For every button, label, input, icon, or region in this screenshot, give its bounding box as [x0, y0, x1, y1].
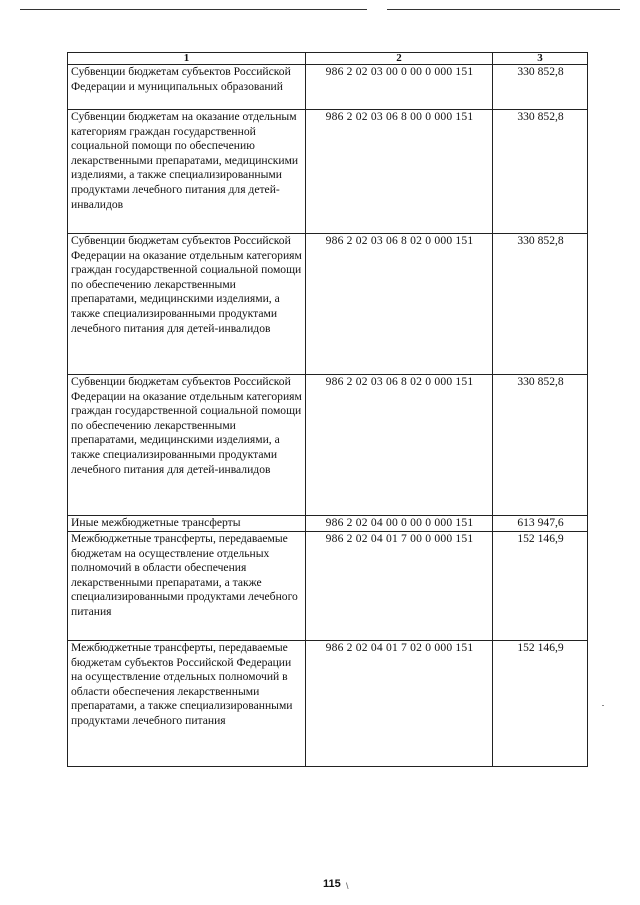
- page-mark: \: [346, 881, 349, 891]
- top-rule-gap: [367, 7, 387, 12]
- row-name: Межбюджетные трансферты, передаваемые бюджетам субъектов Российской Федерации на осуществление отдельных полномочий в области обеспечения лекарственными препаратами, а также специализированными продуктами лечебного питания: [68, 641, 306, 767]
- row-amount: 330 852,8: [493, 65, 588, 110]
- row-name: Субвенции бюджетам субъектов Российской Федерации на оказание отдельным категориям граждан государственной социальной помощи по обеспечению лекарственными препаратами, медицинскими изделиями, а также специализированными продуктами лечебного питания для детей-инвалидов: [68, 375, 306, 516]
- row-code: 986 2 02 03 00 0 00 0 000 151: [306, 65, 493, 110]
- row-code: 986 2 02 03 06 8 02 0 000 151: [306, 234, 493, 375]
- row-name: Межбюджетные трансферты, передаваемые бюджетам на осуществление отдельных полномочий в области обеспечения лекарственными препаратами, а также специализированными продуктами лечебного питания: [68, 532, 306, 641]
- row-amount: 330 852,8: [493, 375, 588, 516]
- row-code: 986 2 02 03 06 8 02 0 000 151: [306, 375, 493, 516]
- row-code: 986 2 02 04 01 7 00 0 000 151: [306, 532, 493, 641]
- table-row: [68, 234, 588, 375]
- row-amount: 152 146,9: [493, 641, 588, 767]
- table-header-row: [68, 53, 588, 65]
- row-amount: 330 852,8: [493, 234, 588, 375]
- budget-table: [67, 52, 588, 767]
- table-row: [68, 375, 588, 516]
- row-name: Субвенции бюджетам на оказание отдельным категориям граждан государственной социальной помощи по обеспечению лекарственными препаратами, медицинскими изделиями, а также специализированными продуктами лечебного питания для детей-инвалидов: [68, 110, 306, 234]
- column-header-3: 3: [493, 53, 588, 65]
- table-row: [68, 516, 588, 532]
- column-header-1: 1: [68, 53, 306, 65]
- row-code: 986 2 02 03 06 8 00 0 000 151: [306, 110, 493, 234]
- page-number: 115: [323, 878, 341, 890]
- row-code: 986 2 02 04 01 7 02 0 000 151: [306, 641, 493, 767]
- row-amount: 330 852,8: [493, 110, 588, 234]
- table-row: [68, 65, 588, 110]
- row-name: Иные межбюджетные трансферты: [68, 516, 306, 532]
- scan-speck: [602, 705, 604, 706]
- table-row: [68, 110, 588, 234]
- column-header-2: 2: [306, 53, 493, 65]
- row-name: Субвенции бюджетам субъектов Российской Федерации на оказание отдельным категориям граждан государственной социальной помощи по обеспечению лекарственными препаратами, медицинскими изделиями, а также специализированными продуктами лечебного питания для детей-инвалидов: [68, 234, 306, 375]
- table-row: [68, 532, 588, 641]
- table-row: [68, 641, 588, 767]
- row-code: 986 2 02 04 00 0 00 0 000 151: [306, 516, 493, 532]
- row-amount: 613 947,6: [493, 516, 588, 532]
- row-name: Субвенции бюджетам субъектов Российской Федерации и муниципальных образований: [68, 65, 306, 110]
- row-amount: 152 146,9: [493, 532, 588, 641]
- top-rule: [20, 9, 620, 10]
